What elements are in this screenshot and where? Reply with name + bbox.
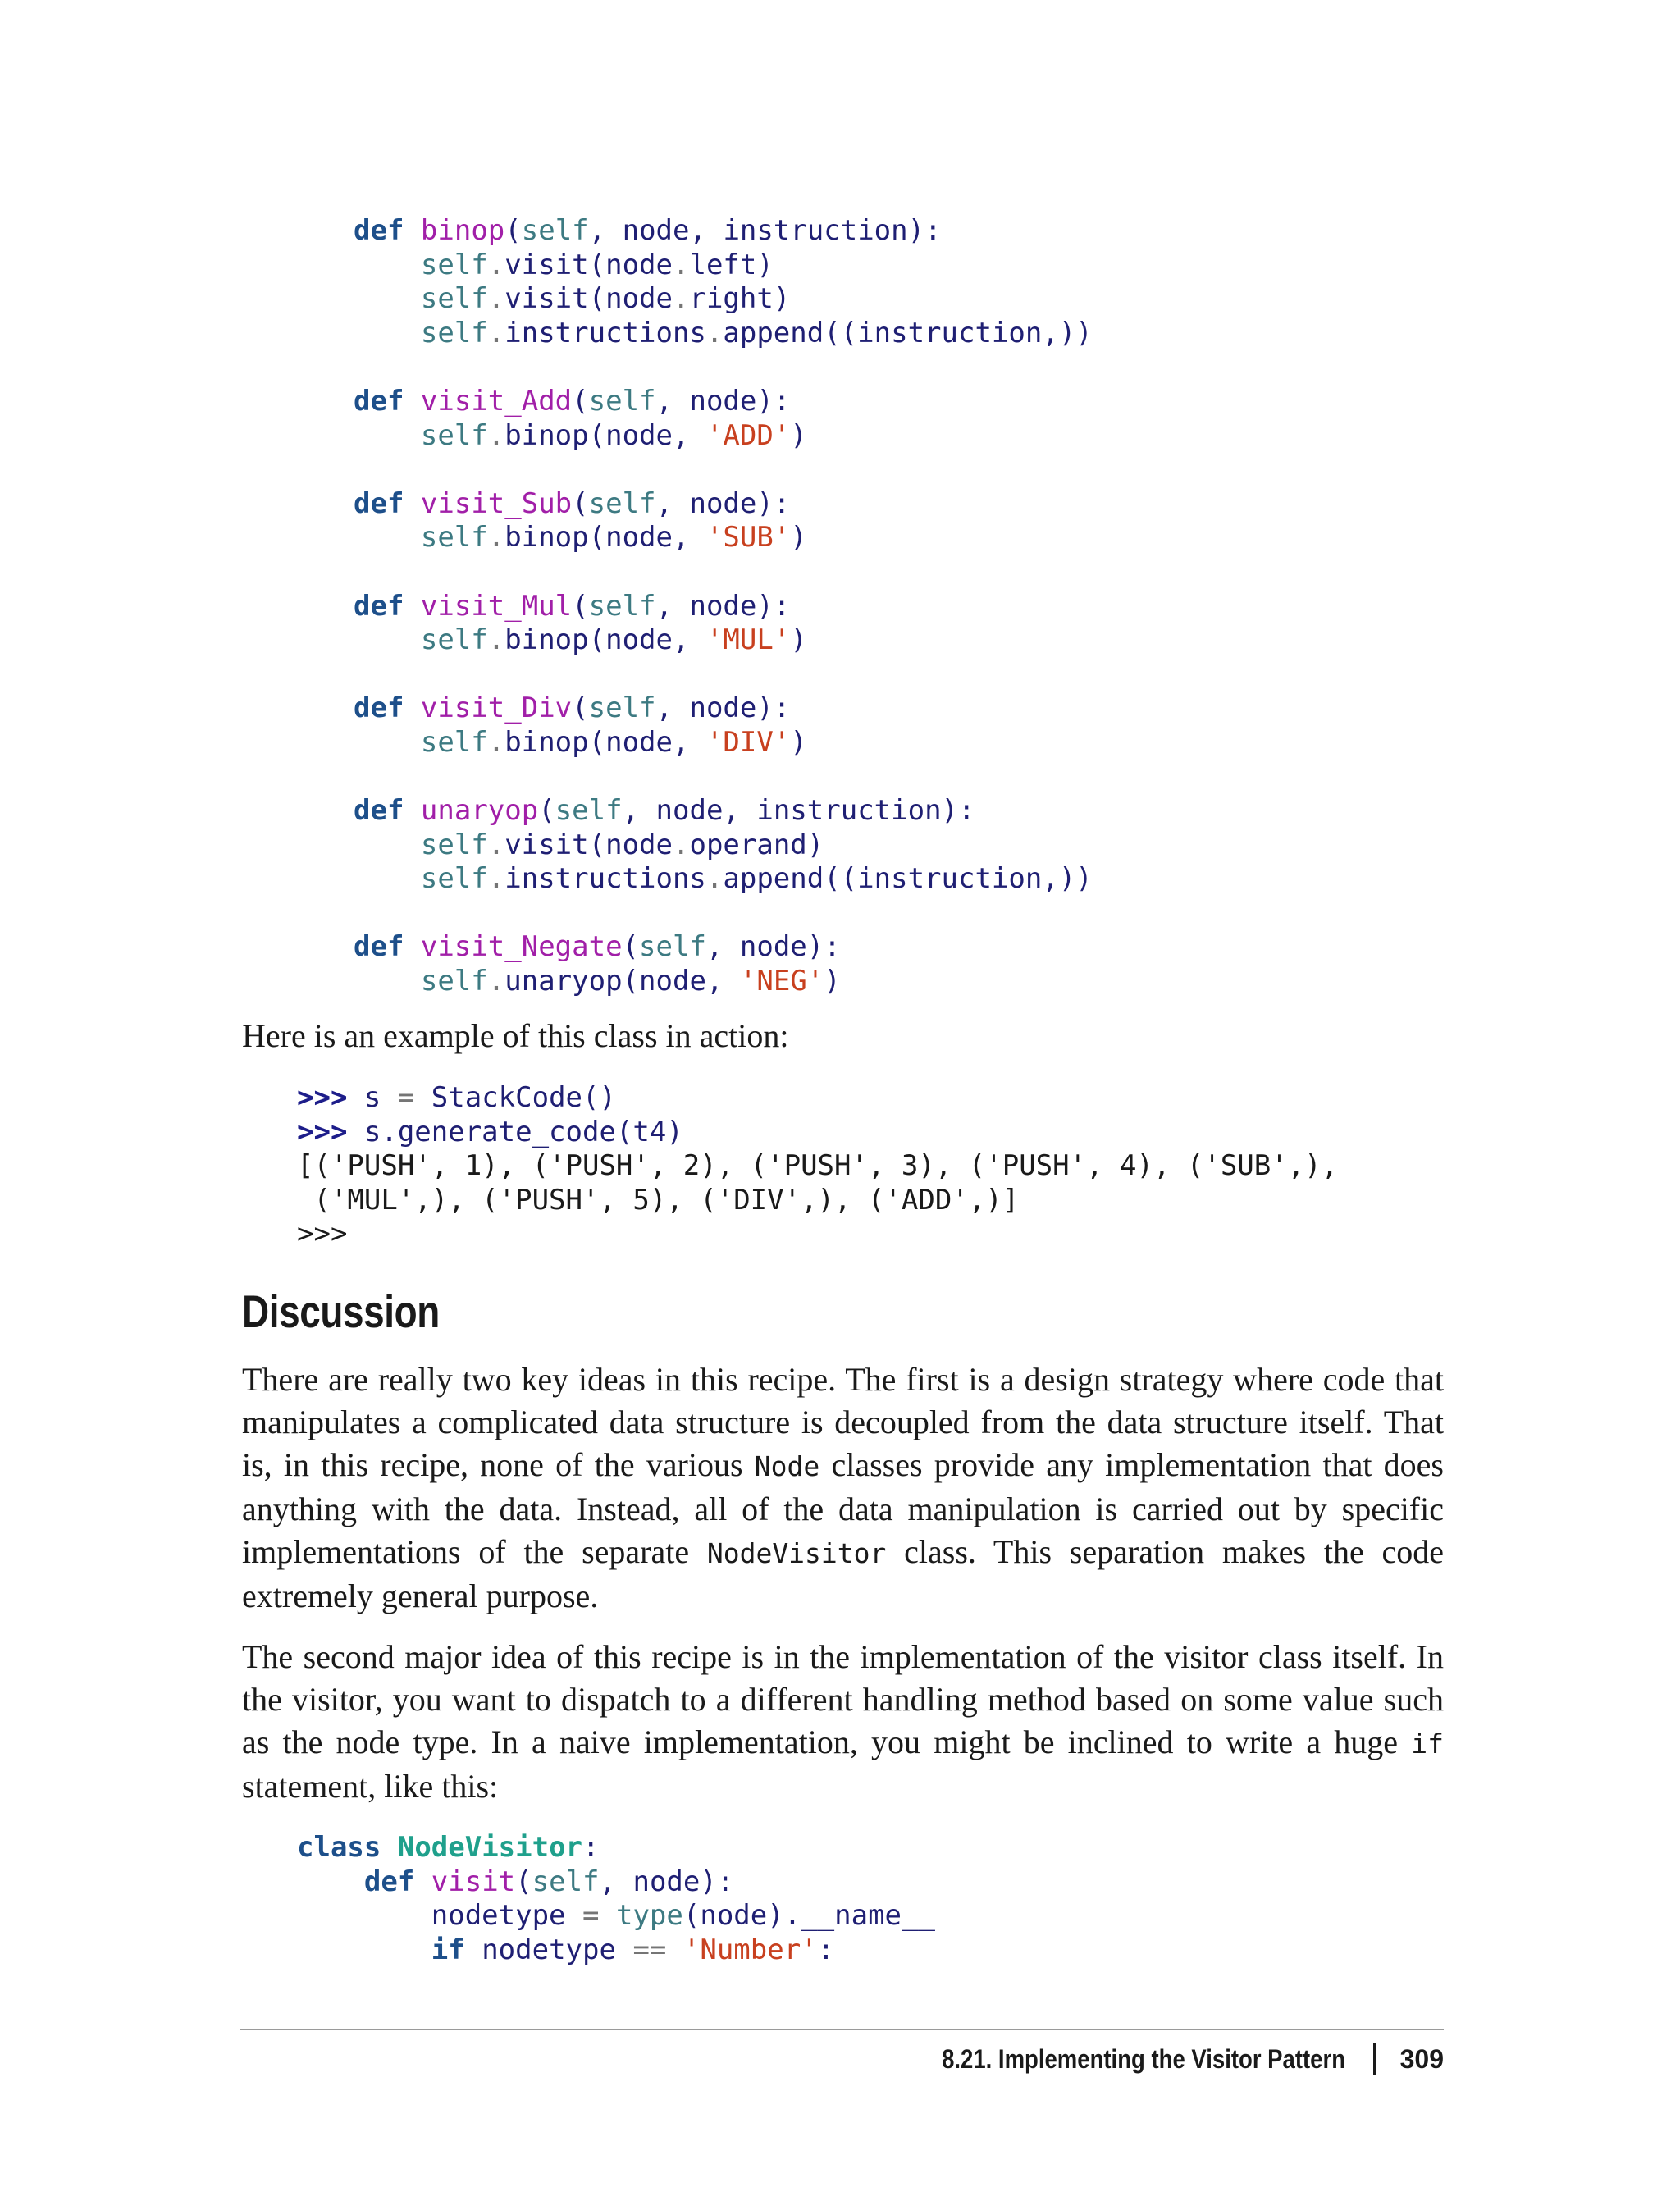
code-token: ): [756, 589, 791, 623]
code-token: ( [588, 418, 606, 452]
code-token: node [605, 623, 673, 657]
code-token: node [622, 214, 690, 247]
code-line [354, 623, 1093, 658]
code-token: node [739, 930, 807, 964]
code-line [354, 521, 1093, 555]
code-token: binop [420, 214, 505, 247]
code-token [354, 623, 421, 656]
code-token: visit [504, 828, 589, 861]
code-token: self [532, 1865, 600, 1898]
code-block-visitor-methods [354, 214, 1093, 999]
code-token: , [655, 384, 690, 418]
code-token [297, 1865, 364, 1898]
code-token: instructions [504, 316, 706, 349]
code-line [354, 453, 1093, 487]
code-token: visit_Sub [420, 486, 573, 520]
code-token: , [599, 1865, 633, 1898]
inline-code-if: if [1411, 1728, 1444, 1760]
code-token [297, 1899, 431, 1932]
code-token: . [487, 862, 505, 896]
code-token: ) [756, 248, 774, 281]
code-token: ( [588, 725, 606, 759]
code-line [354, 829, 1093, 863]
code-token: . [487, 828, 505, 861]
code-token: ): [907, 214, 942, 247]
code-token: def [354, 794, 404, 828]
code-line [297, 1217, 1338, 1252]
code-token: left [689, 248, 757, 281]
code-token: ( [572, 692, 589, 725]
code-token: node [605, 248, 673, 281]
code-token: (( [824, 862, 858, 896]
code-line [354, 214, 1093, 249]
code-token: . [705, 316, 724, 349]
code-token [616, 1933, 632, 1966]
code-token: StackCode() [414, 1081, 616, 1114]
code-token: 'NEG' [739, 965, 824, 998]
code-token: , [673, 725, 706, 759]
code-token: self [420, 623, 488, 657]
code-token: append [723, 862, 824, 896]
code-token [404, 692, 420, 724]
code-line [297, 1149, 1338, 1184]
code-token [381, 1831, 397, 1864]
code-token [404, 794, 420, 827]
code-token: >>> [297, 1115, 348, 1148]
code-block-nodevisitor-class [297, 1831, 935, 1967]
code-line [297, 1184, 1338, 1218]
code-token: node [605, 725, 673, 759]
code-token: def [354, 589, 404, 623]
page-footer [876, 2041, 1444, 2077]
code-line [354, 897, 1093, 931]
code-token: __name__ [801, 1899, 935, 1933]
code-token: ): [941, 794, 975, 828]
code-line [354, 658, 1093, 692]
code-token: . [487, 316, 505, 349]
code-token [600, 1899, 616, 1932]
code-token: self [588, 384, 656, 418]
code-line [297, 1899, 935, 1933]
code-token: binop [504, 623, 589, 657]
code-token: right [689, 282, 774, 316]
code-token: 'Number' [682, 1933, 818, 1966]
code-token: node [639, 965, 706, 998]
code-token: self [420, 965, 488, 998]
code-token: node [700, 1899, 768, 1933]
code-token: node [632, 1865, 701, 1898]
code-token: (( [824, 316, 858, 349]
code-line [354, 862, 1093, 897]
code-line [354, 692, 1093, 726]
code-line [354, 385, 1093, 419]
code-token [354, 829, 421, 861]
code-token: ) [790, 418, 807, 452]
page-number: 309 [1399, 2043, 1444, 2074]
code-line [297, 1831, 935, 1865]
code-token: visit_Div [420, 692, 573, 725]
code-token: visit_Negate [420, 930, 623, 964]
code-token: s [347, 1081, 398, 1114]
code-token: , [655, 589, 690, 623]
code-token [404, 214, 420, 247]
code-token: self [588, 486, 656, 520]
code-token [354, 282, 421, 315]
code-token [354, 317, 421, 349]
code-token: visit [504, 282, 589, 316]
code-token: = [582, 1899, 600, 1933]
code-token: ): [756, 692, 791, 725]
code-token: , [723, 794, 757, 828]
code-token: instruction [857, 862, 1043, 896]
code-token: = [397, 1081, 415, 1114]
code-token: ): [756, 486, 791, 520]
code-token: 'MUL' [705, 623, 791, 657]
inline-code-node: Node [754, 1450, 820, 1482]
code-token [354, 249, 421, 281]
code-token: 'ADD' [705, 418, 791, 452]
footer-separator [1373, 2043, 1376, 2075]
paragraph-1-text-a: There are really two key ideas in this recipe. The first is a design strategy where code that manipulates a complicated data structure is decoupled from the data structure itself. That is, in this recipe, none of the various [242, 1361, 1444, 1483]
code-line [354, 965, 1093, 999]
code-token: self [521, 214, 589, 247]
code-token: unaryop [504, 965, 623, 998]
code-token: ,)) [1042, 316, 1093, 349]
code-token: self [639, 930, 706, 964]
code-token: instruction [756, 794, 942, 828]
code-token: , [622, 794, 656, 828]
code-token: def [363, 1865, 415, 1898]
code-token: , [655, 486, 690, 520]
code-token: self [420, 282, 488, 316]
code-token [354, 726, 421, 759]
code-token: def [354, 930, 404, 964]
code-line [354, 930, 1093, 965]
code-token: ( [588, 282, 606, 316]
code-token: node [689, 589, 757, 623]
code-token: ( [538, 794, 555, 828]
code-token: . [487, 521, 505, 555]
code-token [297, 1933, 431, 1966]
code-token: operand [689, 828, 807, 861]
code-line [297, 1865, 935, 1900]
code-token: , [705, 930, 740, 964]
code-line [354, 794, 1093, 829]
code-token: nodetype [482, 1933, 616, 1966]
code-line [354, 317, 1093, 351]
code-token: binop [504, 418, 589, 452]
code-token: ( [572, 384, 589, 418]
code-line [354, 555, 1093, 590]
code-token: if [431, 1933, 465, 1966]
code-token: visit_Add [420, 384, 573, 418]
code-token [354, 862, 421, 895]
code-token: ( [588, 623, 606, 657]
code-token [354, 521, 421, 554]
code-token: ) [790, 521, 807, 555]
discussion-paragraph-2 [242, 1636, 1444, 1808]
code-token [465, 1933, 482, 1966]
code-token: instruction [857, 316, 1043, 349]
code-token: self [420, 418, 488, 452]
code-token: . [487, 282, 505, 316]
code-token: 'SUB' [705, 521, 791, 555]
code-token: append [723, 316, 824, 349]
code-token: NodeVisitor [397, 1831, 583, 1864]
code-token: self [420, 521, 488, 555]
code-token: . [705, 862, 724, 896]
code-token: visit [431, 1865, 516, 1898]
code-token: self [420, 316, 488, 349]
code-token: : [582, 1831, 600, 1864]
code-token: node [689, 384, 757, 418]
footer-chapter-title: 8.21. Implementing the Visitor Pattern [941, 2043, 1345, 2074]
code-token: >>> [297, 1217, 348, 1251]
code-token: ): [700, 1865, 734, 1898]
code-token: ('MUL',), ('PUSH', 5), ('DIV',), ('ADD',)] [297, 1183, 1020, 1217]
code-token: visit [504, 248, 589, 281]
code-line [354, 487, 1093, 522]
code-token: s.generate_code(t4) [347, 1115, 683, 1148]
code-token: type [615, 1899, 683, 1933]
code-token: instruction [723, 214, 908, 247]
code-token: visit_Mul [420, 589, 573, 623]
code-token: node [605, 828, 673, 861]
code-token: , [673, 623, 706, 657]
code-token: == [632, 1933, 667, 1966]
code-token: nodetype [431, 1899, 566, 1933]
code-line [354, 726, 1093, 760]
code-token [566, 1899, 582, 1932]
code-token [404, 487, 420, 520]
code-token: unaryop [420, 794, 539, 828]
code-token: ,)) [1042, 862, 1093, 896]
example-intro-text: Here is an example of this class in action: [242, 1017, 789, 1054]
code-token: , [588, 214, 623, 247]
code-token: . [487, 418, 505, 452]
code-token: ) [790, 623, 807, 657]
code-token: self [420, 725, 488, 759]
footer-rule [240, 2029, 1444, 2030]
code-token: . [487, 623, 505, 657]
code-token: . [673, 282, 690, 316]
code-line [354, 350, 1093, 385]
code-token: . [673, 828, 690, 861]
code-token: self [588, 692, 656, 725]
code-token: node [605, 282, 673, 316]
code-token: node [689, 486, 757, 520]
code-token: ( [682, 1899, 701, 1933]
paragraph-1-text-c: class. This separation makes the code extremely general purpose. [242, 1533, 1444, 1614]
code-token: binop [504, 725, 589, 759]
code-token: ): [806, 930, 841, 964]
code-token: 'DIV' [705, 725, 791, 759]
code-token: , [689, 214, 724, 247]
code-token: instructions [504, 862, 706, 896]
code-token: self [420, 862, 488, 896]
code-token: self [588, 589, 656, 623]
code-token [354, 965, 421, 998]
code-token: . [487, 965, 505, 998]
code-token: def [354, 692, 404, 725]
code-line [354, 760, 1093, 795]
code-line [354, 249, 1093, 283]
code-token [354, 419, 421, 452]
code-token: binop [504, 521, 589, 555]
code-token: ) [824, 965, 841, 998]
code-token: ( [588, 248, 606, 281]
code-token: def [354, 384, 404, 418]
code-token: def [354, 214, 404, 247]
code-token: ) [806, 828, 824, 861]
code-token: , [673, 521, 706, 555]
code-token: ( [504, 214, 522, 247]
code-line [297, 1933, 935, 1968]
code-token [404, 590, 420, 623]
code-token: , [655, 692, 690, 725]
code-token: node [605, 521, 673, 555]
paragraph-2-text-b: statement, like this: [242, 1768, 499, 1805]
code-token: node [605, 418, 673, 452]
code-token: >>> [297, 1081, 348, 1114]
paragraph-1-text-b: classes provide any implementation that does anything with the data. Instead, all of the data manipulation is carried out by specific implementations of the separate [242, 1446, 1444, 1570]
code-token: ) [790, 725, 807, 759]
code-token: ( [622, 965, 640, 998]
code-token: , [705, 965, 740, 998]
code-line [354, 282, 1093, 317]
code-token: node [689, 692, 757, 725]
section-heading-discussion: Discussion [242, 1285, 440, 1337]
code-line [297, 1116, 1338, 1150]
code-token [404, 385, 420, 418]
code-token: def [354, 486, 404, 520]
code-token: self [420, 828, 488, 861]
code-token: : [817, 1933, 835, 1966]
discussion-paragraph-1 [242, 1358, 1444, 1618]
code-token: ( [622, 930, 640, 964]
code-token: , [673, 418, 706, 452]
code-token: [('PUSH', 1), ('PUSH', 2), ('PUSH', 3), ('PUSH', 4), ('SUB',), [297, 1149, 1339, 1183]
code-token: node [655, 794, 724, 828]
paragraph-2-text-a: The second major idea of this recipe is in the implementation of the visitor class itself. In the visitor, you want to dispatch to a different handling method based on some value such as the node type. In a naive implementation, you might be inclined to write a huge [242, 1638, 1444, 1760]
code-token: ( [572, 589, 589, 623]
inline-code-nodevisitor: NodeVisitor [706, 1537, 887, 1569]
code-token [666, 1933, 682, 1966]
code-token: ( [588, 521, 606, 555]
code-token: ): [756, 384, 791, 418]
code-token [414, 1865, 431, 1898]
code-token: ( [572, 486, 589, 520]
code-token: self [420, 248, 488, 281]
code-token [404, 930, 420, 963]
code-block-interactive-example [297, 1081, 1338, 1252]
code-token: class [297, 1831, 381, 1864]
code-token: ) [773, 282, 791, 316]
code-token: ( [588, 828, 606, 861]
code-token: . [487, 725, 505, 759]
code-line [354, 419, 1093, 454]
code-token: . [487, 248, 505, 281]
code-line [297, 1081, 1338, 1116]
code-line [354, 590, 1093, 624]
code-token: self [555, 794, 623, 828]
code-token: . [673, 248, 690, 281]
code-token: ( [515, 1865, 532, 1898]
code-token: ). [767, 1899, 801, 1933]
